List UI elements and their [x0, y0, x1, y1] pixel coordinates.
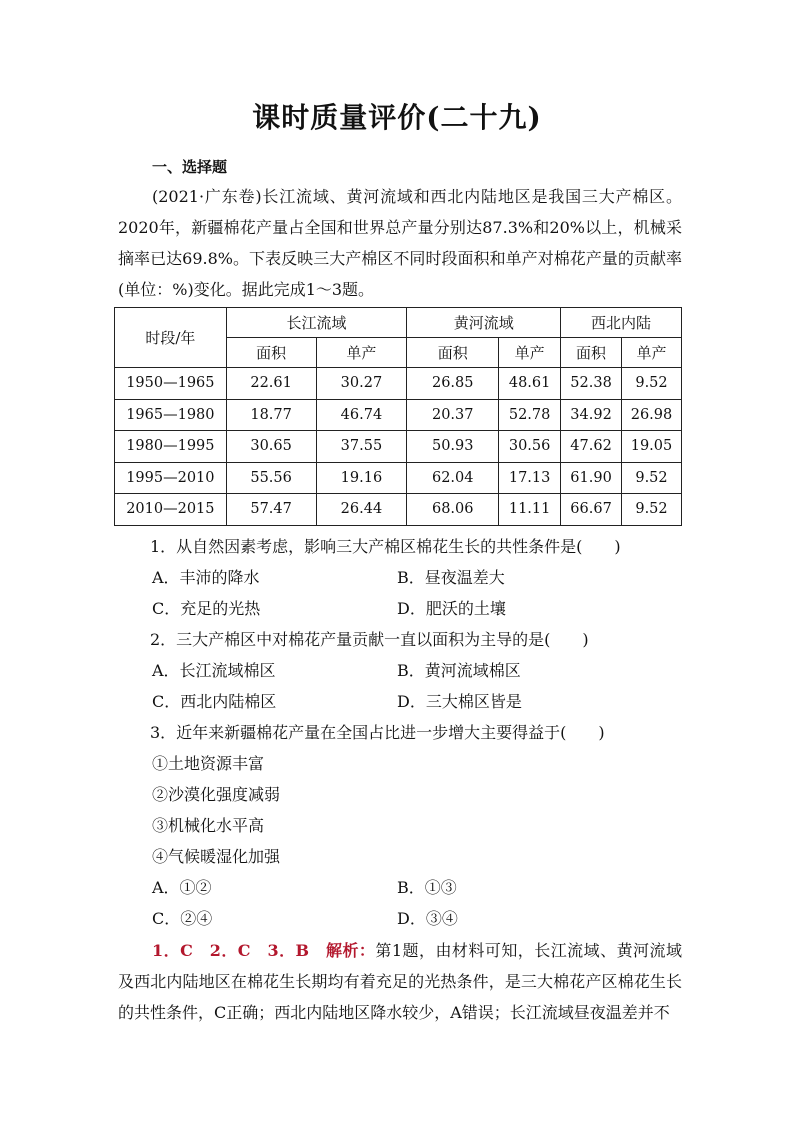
table-cell: 30.65 — [226, 431, 316, 463]
table-cell: 26.44 — [316, 494, 407, 526]
question-3-option-c: C．②④ — [152, 909, 213, 928]
table-cell: 9.52 — [622, 368, 682, 400]
table-cell: 22.61 — [226, 368, 316, 400]
question-1-option-d: D．肥沃的土壤 — [397, 599, 506, 618]
sub-header: 单产 — [499, 338, 561, 368]
sub-header: 面积 — [407, 338, 499, 368]
question-3-item: ②沙漠化强度减弱 — [152, 785, 281, 804]
sub-header: 面积 — [561, 338, 622, 368]
table-cell: 1965—1980 — [115, 399, 227, 431]
table-cell: 47.62 — [561, 431, 622, 463]
answer-explanation — [118, 935, 682, 1028]
group-header: 长江流域 — [226, 308, 407, 338]
question-2-stem: 2．三大产棉区中对棉花产量贡献一直以面积为主导的是( ) — [150, 630, 589, 649]
question-2-option-c: C．西北内陆棉区 — [152, 692, 277, 711]
question-3-stem: 3．近年来新疆棉花产量在全国占比进一步增大主要得益于( ) — [150, 723, 605, 742]
table-cell: 55.56 — [226, 462, 316, 494]
question-3-item: ④气候暖湿化加强 — [152, 847, 281, 866]
question-3-option-d: D．③④ — [397, 909, 458, 928]
page-title: 课时质量评价(二十九) — [252, 101, 542, 134]
table-row — [115, 494, 682, 526]
table-cell: 30.27 — [316, 368, 407, 400]
table-cell: 19.16 — [316, 462, 407, 494]
question-3-option-a: A．①② — [152, 878, 212, 897]
table-cell: 57.47 — [226, 494, 316, 526]
table-cell: 52.78 — [499, 399, 561, 431]
table-cell: 9.52 — [622, 462, 682, 494]
table-cell: 19.05 — [622, 431, 682, 463]
question-1-option-c: C．充足的光热 — [152, 599, 261, 618]
sub-header: 面积 — [226, 338, 316, 368]
table-cell: 1980—1995 — [115, 431, 227, 463]
question-1-option-b: B．昼夜温差大 — [397, 568, 505, 587]
explanation-label: 解析： — [326, 941, 376, 960]
table-cell: 26.85 — [407, 368, 499, 400]
question-3-item: ①土地资源丰富 — [152, 754, 265, 773]
table-cell: 26.98 — [622, 399, 682, 431]
explanation-text: 第1题，由材料可知，长江流域、黄河流域及西北内陆地区在棉花生长期均有着充足的光热条件，是三大棉花产区棉花生长的共性条件，C正确；西北内陆地区降水较少，A错误；长江流域昼夜温差并不 — [118, 941, 682, 1022]
intro-paragraph: (2021·广东卷)长江流域、黄河流域和西北内陆地区是我国三大产棉区。2020年，新疆棉花产量占全国和世界总产量分别达87.3%和20%以上，机械采摘率已达69.8%。下表反映三大产棉区不同时段面积和单产对棉花产量的贡献率(单位：%)变化。据此完成1～3题。 — [118, 187, 682, 299]
table-row — [115, 368, 682, 400]
table-cell: 20.37 — [407, 399, 499, 431]
table-row — [115, 462, 682, 494]
table-cell: 1950—1965 — [115, 368, 227, 400]
table-cell: 68.06 — [407, 494, 499, 526]
table-cell: 52.38 — [561, 368, 622, 400]
table-cell: 37.55 — [316, 431, 407, 463]
table-cell: 46.74 — [316, 399, 407, 431]
table-cell: 1995—2010 — [115, 462, 227, 494]
question-1-option-a: A．丰沛的降水 — [152, 568, 260, 587]
table-cell: 50.93 — [407, 431, 499, 463]
data-table — [114, 307, 682, 526]
table-row — [115, 399, 682, 431]
table-cell: 17.13 — [499, 462, 561, 494]
question-2-option-d: D．三大棉区皆是 — [397, 692, 522, 711]
table-cell: 9.52 — [622, 494, 682, 526]
table-cell: 30.56 — [499, 431, 561, 463]
table-cell: 62.04 — [407, 462, 499, 494]
group-header: 黄河流域 — [407, 308, 561, 338]
section-heading: 一、选择题 — [152, 158, 228, 176]
sub-header: 单产 — [316, 338, 407, 368]
question-3-item: ③机械化水平高 — [152, 816, 265, 835]
table-cell: 34.92 — [561, 399, 622, 431]
table-cell: 2010—2015 — [115, 494, 227, 526]
table-cell: 61.90 — [561, 462, 622, 494]
question-2-option-b: B．黄河流域棉区 — [397, 661, 521, 680]
table-cell: 66.67 — [561, 494, 622, 526]
table-row — [115, 431, 682, 463]
question-2-option-a: A．长江流域棉区 — [152, 661, 276, 680]
answer-keys: 1．C 2．C 3．B — [152, 941, 326, 960]
table-cell: 11.11 — [499, 494, 561, 526]
table-cell: 18.77 — [226, 399, 316, 431]
period-header: 时段/年 — [115, 308, 227, 368]
sub-header: 单产 — [622, 338, 682, 368]
question-1-stem: 1．从自然因素考虑，影响三大产棉区棉花生长的共性条件是( ) — [150, 537, 621, 556]
question-3-option-b: B．①③ — [397, 878, 457, 897]
table-header-row — [115, 308, 682, 338]
group-header: 西北内陆 — [561, 308, 682, 338]
table-cell: 48.61 — [499, 368, 561, 400]
